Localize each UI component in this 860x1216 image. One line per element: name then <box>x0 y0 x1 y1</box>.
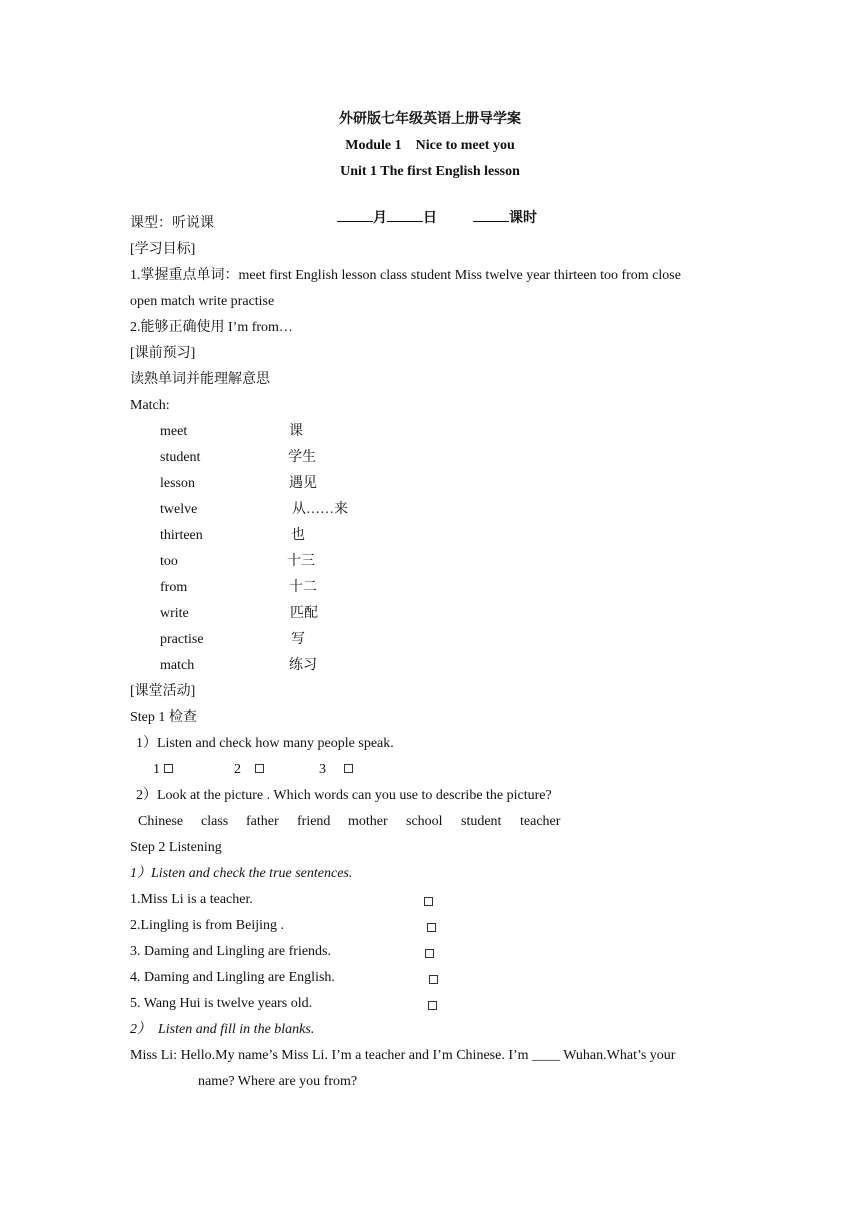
match-english: lesson <box>160 476 195 491</box>
option-number: 2 <box>234 762 241 777</box>
option-3 <box>319 761 353 779</box>
vocab-word: Chinese <box>138 814 184 829</box>
match-english: too <box>160 554 178 569</box>
match-chinese: 也 <box>291 528 305 543</box>
module-title: Module 1 Nice to meet you <box>345 138 515 153</box>
option-2 <box>234 761 264 779</box>
checkbox-icon[interactable] <box>164 764 173 773</box>
dialogue-line-cont: name? Where are you from? <box>198 1074 358 1089</box>
checkbox-icon[interactable] <box>344 764 353 773</box>
preview-instruction: 读熟单词并能理解意思 <box>130 372 270 387</box>
step-1-heading: Step 1 检查 <box>130 710 197 725</box>
true-sentence: 3. Daming and Lingling are friends. <box>130 944 332 959</box>
month-blank[interactable] <box>337 207 373 222</box>
preview-heading: [课前预习] <box>130 346 196 361</box>
match-english: thirteen <box>160 528 203 543</box>
vocab-word: school <box>406 814 443 829</box>
vocab-word: teacher <box>520 814 561 829</box>
objective-1-cont: open match write practise <box>130 294 275 309</box>
match-chinese: 匹配 <box>290 606 318 621</box>
match-english: from <box>160 580 188 595</box>
period-blank[interactable] <box>473 207 509 222</box>
step-2-heading: Step 2 Listening <box>130 840 222 855</box>
match-chinese: 十三 <box>287 554 315 569</box>
match-english: write <box>160 606 189 621</box>
day-label: 日 <box>423 211 437 226</box>
step-2-question-2: 2） Listen and fill in the blanks. <box>130 1022 315 1037</box>
checkbox-icon[interactable] <box>255 764 264 773</box>
activities-heading: [课堂活动] <box>130 684 196 699</box>
checkbox-icon[interactable] <box>425 949 434 958</box>
lesson-type: 课型：听说课 <box>130 216 214 231</box>
true-sentence: 5. Wang Hui is twelve years old. <box>130 996 313 1011</box>
checkbox-icon[interactable] <box>427 923 436 932</box>
step-2-question-1: 1）Listen and check the true sentences. <box>130 866 353 881</box>
option-number: 1 <box>153 762 160 777</box>
month-label: 月 <box>373 211 387 226</box>
match-english: student <box>160 450 201 465</box>
vocab-word: class <box>201 814 229 829</box>
match-label: Match: <box>130 398 170 413</box>
objective-1: 1.掌握重点单词：meet first English lesson class student Miss twelve year thirteen too from close <box>130 268 681 283</box>
page-title: 外研版七年级英语上册导学案 <box>339 112 521 127</box>
match-chinese: 练习 <box>289 658 317 673</box>
true-sentence: 2.Lingling is from Beijing . <box>130 918 284 933</box>
match-english: match <box>160 658 195 673</box>
checkbox-icon[interactable] <box>428 1001 437 1010</box>
option-number: 3 <box>319 762 326 777</box>
match-chinese: 从……来 <box>292 502 348 517</box>
vocab-word: friend <box>297 814 331 829</box>
vocab-word: student <box>461 814 502 829</box>
day-blank[interactable] <box>387 207 423 222</box>
match-english: twelve <box>160 502 198 517</box>
step-1-question-2: 2）Look at the picture . Which words can you use to describe the picture? <box>136 788 552 803</box>
checkbox-icon[interactable] <box>424 897 433 906</box>
match-chinese: 课 <box>289 424 303 439</box>
objectives-heading: [学习目标] <box>130 242 196 257</box>
match-chinese: 十二 <box>289 580 317 595</box>
match-chinese: 学生 <box>288 450 316 465</box>
step-1-question-1: 1）Listen and check how many people speak. <box>136 736 394 751</box>
vocab-word: mother <box>348 814 388 829</box>
checkbox-icon[interactable] <box>429 975 438 984</box>
unit-title: Unit 1 The first English lesson <box>340 164 520 179</box>
match-chinese: 写 <box>291 632 305 647</box>
vocab-word: father <box>246 814 279 829</box>
date-line <box>0 189 860 246</box>
option-1 <box>153 761 173 779</box>
true-sentence: 4. Daming and Lingling are English. <box>130 970 335 985</box>
match-english: practise <box>160 632 204 647</box>
dialogue-line: Miss Li: Hello.My name’s Miss Li. I’m a teacher and I’m Chinese. I’m ____ Wuhan.What’s your <box>130 1048 676 1063</box>
true-sentence: 1.Miss Li is a teacher. <box>130 892 253 907</box>
match-chinese: 遇见 <box>289 476 317 491</box>
period-label: 课时 <box>509 211 537 226</box>
objective-2: 2.能够正确使用 I’m from… <box>130 320 293 335</box>
match-english: meet <box>160 424 188 439</box>
